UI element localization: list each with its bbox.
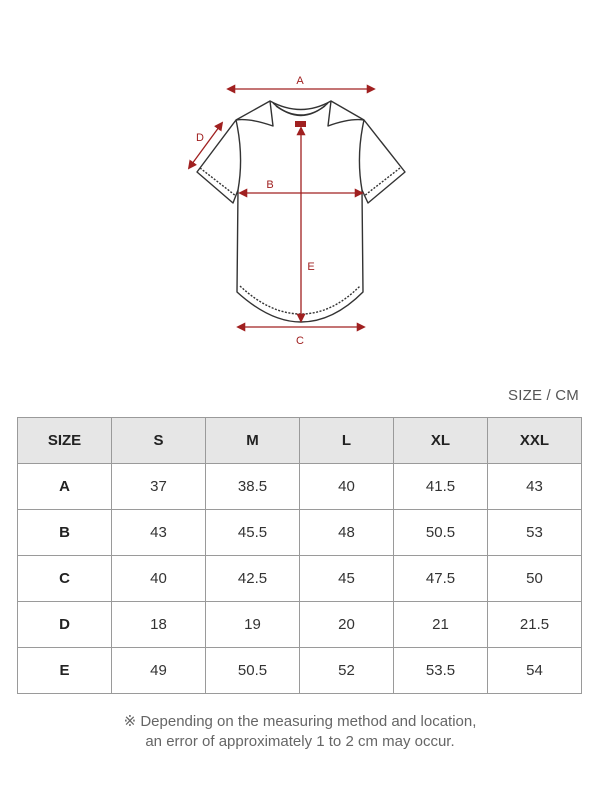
neck-tag bbox=[295, 121, 306, 127]
table-header-row bbox=[18, 418, 582, 464]
table-cell: 38.5 bbox=[206, 464, 300, 510]
label-b: B bbox=[266, 179, 274, 191]
note-line-1: ※ Depending on the measuring method and location, bbox=[123, 713, 477, 730]
table-row bbox=[18, 510, 582, 556]
size-diagram bbox=[0, 0, 600, 370]
table-row bbox=[18, 556, 582, 602]
table-cell: 50 bbox=[488, 556, 582, 602]
table-cell: 19 bbox=[206, 602, 300, 648]
header-cell: SIZE bbox=[18, 418, 112, 464]
table-cell: 37 bbox=[112, 464, 206, 510]
table-cell: 53.5 bbox=[394, 648, 488, 694]
table-cell: 50.5 bbox=[394, 510, 488, 556]
table-cell: 47.5 bbox=[394, 556, 488, 602]
table-cell: 43 bbox=[488, 464, 582, 510]
table-cell: 43 bbox=[112, 510, 206, 556]
label-e: E bbox=[307, 261, 315, 273]
table-cell: 53 bbox=[488, 510, 582, 556]
table-cell: 21.5 bbox=[488, 602, 582, 648]
header-cell: M bbox=[206, 418, 300, 464]
table-cell: 40 bbox=[112, 556, 206, 602]
table-cell: 21 bbox=[394, 602, 488, 648]
size-table bbox=[17, 417, 582, 694]
table-cell: 20 bbox=[300, 602, 394, 648]
label-a: A bbox=[296, 75, 304, 87]
table-cell: 42.5 bbox=[206, 556, 300, 602]
label-c: C bbox=[296, 335, 304, 347]
label-d: D bbox=[196, 132, 204, 144]
row-label: C bbox=[18, 556, 112, 602]
row-label: A bbox=[18, 464, 112, 510]
note-line-2: an error of approximately 1 to 2 cm may occur. bbox=[145, 733, 455, 750]
measurement-note bbox=[0, 712, 600, 752]
table-cell: 49 bbox=[112, 648, 206, 694]
table-row bbox=[18, 648, 582, 694]
table-cell: 54 bbox=[488, 648, 582, 694]
header-cell: L bbox=[300, 418, 394, 464]
table-cell: 48 bbox=[300, 510, 394, 556]
table-row bbox=[18, 602, 582, 648]
t-shirt-icon bbox=[0, 0, 600, 370]
table-row bbox=[18, 464, 582, 510]
unit-label: SIZE / CM bbox=[508, 387, 579, 404]
table-cell: 40 bbox=[300, 464, 394, 510]
table-cell: 50.5 bbox=[206, 648, 300, 694]
table-cell: 45 bbox=[300, 556, 394, 602]
row-label: D bbox=[18, 602, 112, 648]
table-cell: 41.5 bbox=[394, 464, 488, 510]
table-cell: 45.5 bbox=[206, 510, 300, 556]
table-cell: 18 bbox=[112, 602, 206, 648]
header-cell: XXL bbox=[488, 418, 582, 464]
row-label: B bbox=[18, 510, 112, 556]
table-cell: 52 bbox=[300, 648, 394, 694]
row-label: E bbox=[18, 648, 112, 694]
header-cell: XL bbox=[394, 418, 488, 464]
header-cell: S bbox=[112, 418, 206, 464]
